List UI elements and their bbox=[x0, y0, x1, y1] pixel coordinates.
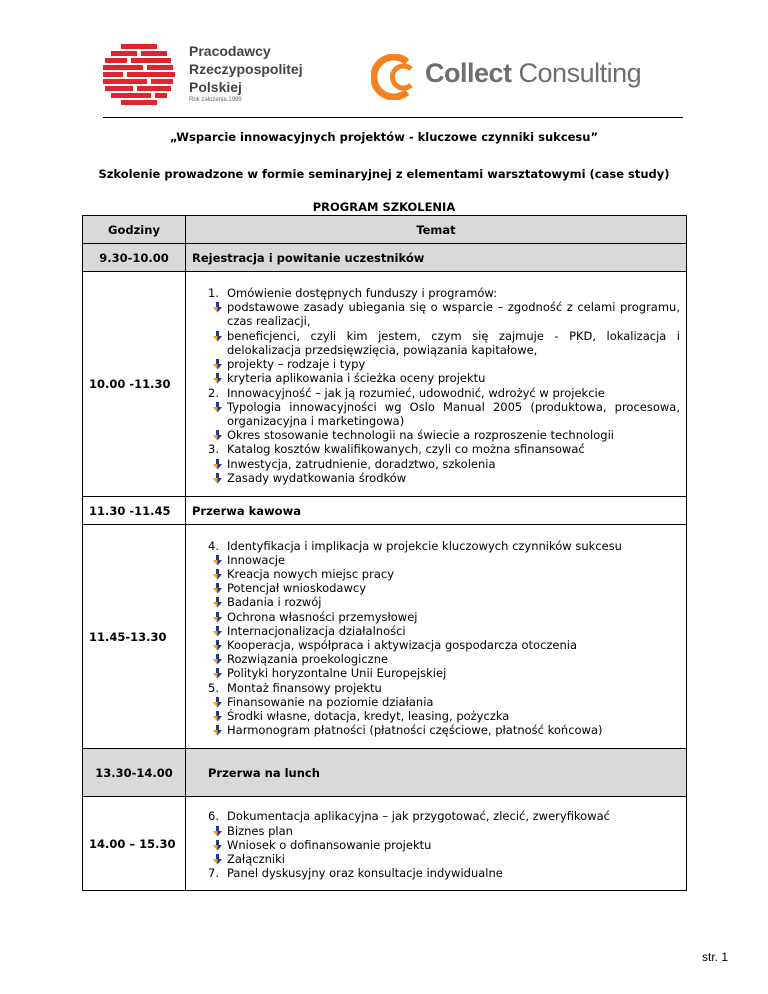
arrow-down-icon bbox=[212, 668, 223, 679]
table-header-row bbox=[83, 216, 687, 244]
item-number: 2. bbox=[208, 385, 219, 400]
table-row bbox=[83, 244, 687, 272]
item-text: projekty – rodzaje i typy bbox=[227, 357, 366, 372]
arrow-down-icon bbox=[212, 473, 223, 484]
topic-list-cell bbox=[186, 272, 687, 497]
list-item bbox=[192, 400, 680, 428]
list-item bbox=[192, 428, 680, 442]
time-cell: 13.30-14.00 bbox=[83, 749, 186, 797]
arrow-down-icon bbox=[212, 711, 223, 722]
table-row bbox=[83, 797, 687, 891]
item-text: Załączniki bbox=[227, 852, 285, 867]
prp-established: Rok założenia 1989 bbox=[189, 97, 242, 103]
collect-consulting-name: Collect Consulting bbox=[425, 58, 642, 88]
topic-list bbox=[192, 536, 680, 738]
arrow-down-icon bbox=[212, 569, 223, 580]
time-cell: 11.30 -11.45 bbox=[83, 497, 186, 525]
item-number: 1. bbox=[208, 286, 219, 301]
item-text: Montaż finansowy projektu bbox=[227, 680, 382, 695]
item-text: Innowacje bbox=[227, 552, 286, 567]
list-item bbox=[192, 695, 680, 709]
item-text: Polityki horyzontalne Unii Europejskiej bbox=[227, 666, 447, 681]
item-text: Dokumentacja aplikacyjna – jak przygotować, zlecić, zweryfikować bbox=[227, 809, 610, 824]
item-number: 3. bbox=[208, 442, 219, 457]
table-row bbox=[83, 272, 687, 497]
program-table bbox=[82, 215, 687, 891]
item-text: Finansowanie na poziomie działania bbox=[227, 694, 434, 709]
list-item bbox=[192, 652, 680, 666]
table-row bbox=[83, 749, 687, 797]
list-item bbox=[192, 553, 680, 567]
list-item bbox=[192, 809, 680, 823]
arrow-down-icon bbox=[212, 612, 223, 623]
arrow-down-icon bbox=[212, 725, 223, 736]
arrow-down-icon bbox=[212, 302, 223, 313]
list-item bbox=[192, 581, 680, 595]
item-text: Rozwiązania proekologiczne bbox=[227, 652, 389, 667]
topic-cell: Przerwa na lunch bbox=[186, 749, 687, 797]
program-heading: PROGRAM SZKOLENIA bbox=[312, 200, 456, 214]
list-item bbox=[192, 329, 680, 357]
item-text: Biznes plan bbox=[227, 823, 293, 838]
item-text: Potencjał wnioskodawcy bbox=[227, 581, 367, 596]
arrow-down-icon bbox=[212, 640, 223, 651]
item-text: Innowacyjność – jak ją rozumieć, udowodnić, wdrożyć w projekcie bbox=[227, 385, 605, 400]
list-item bbox=[192, 457, 680, 471]
list-item bbox=[192, 681, 680, 695]
header-divider bbox=[103, 117, 683, 118]
item-text: beneficjenci, czyli kim jestem, czym się zajmuje - PKD, lokalizacja i delokalizacja przedsięwzięcia, powiązania kapitałowe, bbox=[227, 328, 680, 357]
arrow-down-icon bbox=[212, 597, 223, 608]
list-item bbox=[192, 300, 680, 328]
arrow-down-icon bbox=[212, 697, 223, 708]
item-text: Badania i rozwój bbox=[227, 595, 322, 610]
item-text: Katalog kosztów kwalifikowanych, czyli co można sfinansować bbox=[227, 442, 585, 457]
list-item bbox=[192, 852, 680, 866]
list-item bbox=[192, 824, 680, 838]
list-item bbox=[192, 286, 680, 300]
arrow-down-icon bbox=[212, 430, 223, 441]
list-item bbox=[192, 539, 680, 553]
topic-list-cell bbox=[186, 797, 687, 891]
item-text: Internacjonalizacja działalności bbox=[227, 623, 406, 638]
collect-consulting-logo-icon bbox=[371, 54, 421, 100]
topic-list bbox=[192, 283, 680, 485]
list-item bbox=[192, 709, 680, 723]
list-item bbox=[192, 371, 680, 385]
time-cell: 9.30-10.00 bbox=[83, 244, 186, 272]
list-item bbox=[192, 838, 680, 852]
prp-name: Pracodawcy Rzeczypospolitej Polskiej bbox=[189, 43, 303, 95]
table-row bbox=[83, 497, 687, 525]
training-subtitle: Szkolenie prowadzone w formie seminaryjnej z elementami warsztatowymi (case study) bbox=[98, 167, 670, 181]
header-topic: Temat bbox=[186, 216, 687, 244]
page-number: str. 1 bbox=[701, 950, 728, 964]
arrow-down-icon bbox=[212, 359, 223, 370]
item-text: Harmonogram płatności (płatności częściowe, płatność końcowa) bbox=[227, 723, 603, 738]
item-number: 5. bbox=[208, 680, 219, 695]
list-item bbox=[192, 723, 680, 737]
topic-list-cell bbox=[186, 525, 687, 749]
item-text: Typologia innowacyjności wg Oslo Manual 2005 (produktowa, procesowa, organizacyjna i marketingowa) bbox=[227, 399, 680, 428]
item-text: podstawowe zasady ubiegania się o wsparcie – zgodność z celami programu, czas realizacji, bbox=[227, 300, 680, 329]
item-number: 7. bbox=[208, 866, 219, 881]
topic-list bbox=[192, 806, 680, 880]
arrow-down-icon bbox=[212, 626, 223, 637]
time-cell: 10.00 -11.30 bbox=[83, 272, 186, 497]
item-number: 4. bbox=[208, 538, 219, 553]
item-text: Ochrona własności przemysłowej bbox=[227, 609, 418, 624]
header-hours: Godziny bbox=[83, 216, 186, 244]
table-row bbox=[83, 525, 687, 749]
item-text: Omówienie dostępnych funduszy i programów: bbox=[227, 286, 498, 301]
item-text: kryteria aplikowania i ścieżka oceny projektu bbox=[227, 371, 486, 386]
list-item bbox=[192, 638, 680, 652]
training-title: „Wsparcie innowacyjnych projektów - kluczowe czynniki sukcesu” bbox=[169, 130, 599, 144]
time-cell: 14.00 – 15.30 bbox=[83, 797, 186, 891]
list-item bbox=[192, 471, 680, 485]
item-text: Identyfikacja i implikacja w projekcie kluczowych czynników sukcesu bbox=[227, 538, 622, 553]
item-text: Kreacja nowych miejsc pracy bbox=[227, 566, 395, 581]
item-text: Zasady wydatkowania środków bbox=[227, 470, 407, 485]
item-text: Środki własne, dotacja, kredyt, leasing, pożyczka bbox=[227, 709, 510, 724]
arrow-down-icon bbox=[212, 555, 223, 566]
arrow-down-icon bbox=[212, 402, 223, 413]
list-item bbox=[192, 595, 680, 609]
arrow-down-icon bbox=[212, 331, 223, 342]
list-item bbox=[192, 624, 680, 638]
list-item bbox=[192, 666, 680, 680]
item-text: Inwestycja, zatrudnienie, doradztwo, szkolenia bbox=[227, 456, 496, 471]
list-item bbox=[192, 610, 680, 624]
item-text: Okres stosowanie technologii na świecie a rozproszenie technologii bbox=[227, 428, 614, 443]
page-header bbox=[103, 40, 683, 112]
arrow-down-icon bbox=[212, 654, 223, 665]
list-item bbox=[192, 442, 680, 456]
list-item bbox=[192, 866, 680, 880]
item-text: Panel dyskusyjny oraz konsultacje indywidualne bbox=[227, 866, 503, 881]
prp-logo-icon bbox=[103, 44, 175, 108]
arrow-down-icon bbox=[212, 840, 223, 851]
item-number: 6. bbox=[208, 809, 219, 824]
list-item bbox=[192, 386, 680, 400]
arrow-down-icon bbox=[212, 373, 223, 384]
topic-cell: Przerwa kawowa bbox=[186, 497, 687, 525]
topic-cell: Rejestracja i powitanie uczestników bbox=[186, 244, 687, 272]
item-text: Kooperacja, współpraca i aktywizacja gospodarcza otoczenia bbox=[227, 638, 578, 652]
arrow-down-icon bbox=[212, 854, 223, 865]
arrow-down-icon bbox=[212, 826, 223, 837]
item-text: Wniosek o dofinansowanie projektu bbox=[227, 837, 432, 852]
arrow-down-icon bbox=[212, 459, 223, 470]
list-item bbox=[192, 357, 680, 371]
list-item bbox=[192, 567, 680, 581]
arrow-down-icon bbox=[212, 583, 223, 594]
time-cell: 11.45-13.30 bbox=[83, 525, 186, 749]
